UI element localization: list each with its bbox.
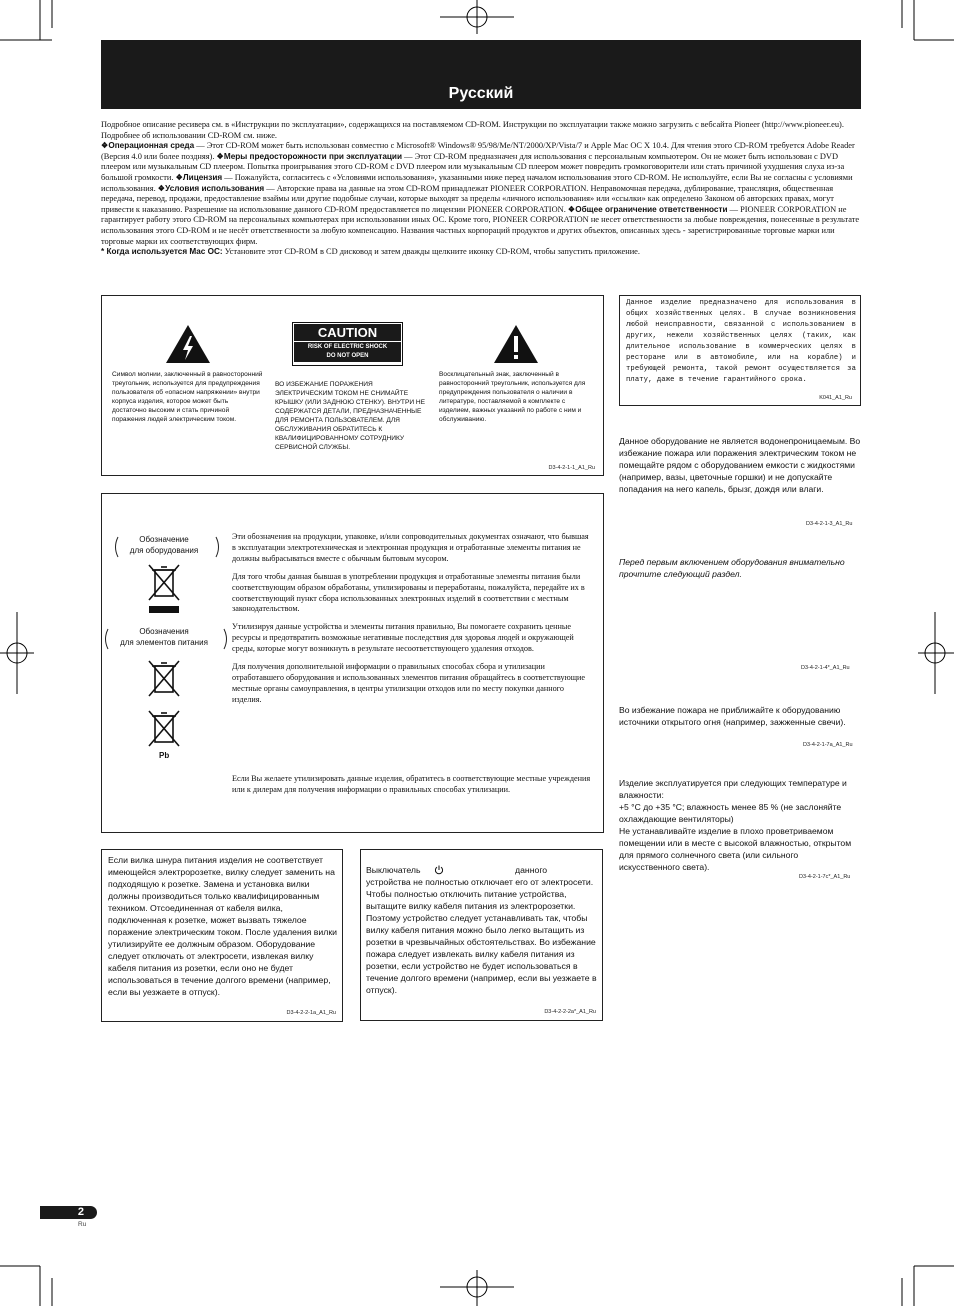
switch-first-line-end: данного [515,865,548,875]
equipment-label-line2: для оборудования [129,546,199,555]
environment-line1: Изделие эксплуатируется при следующих температуре и влажности: [619,778,847,800]
exclamation-warning-icon [493,324,539,364]
plug-notice [101,849,343,1022]
code-label: D3-4-2-1-4*_A1_Ru [801,665,850,671]
caution-instruction-text: ВО ИЗБЕЖАНИЕ ПОРАЖЕНИЯ ЭЛЕКТРИЧЕСКИМ ТОКОМ НЕ СНИМАЙТЕ КРЫШКУ (ИЛИ ЗАДНЮЮ СТЕНКУ). ВНУТРИ НЕ СОДЕРЖАТСЯ ДЕТАЛИ, ПРЕДНАЗНАЧЕННЫЕ ДЛЯ РЕМОНТА ПОЛЬЗОВАТЕЛЕМ. ДЛЯ ОБСЛУЖИВАНИЯ ОБРАТИТЕСЬ К КВАЛИФИЦИРОВАННОМУ СОТРУДНИКУ СЕРВИСНОЙ СЛУЖБЫ. [275,381,426,451]
domestic-use-text: Данное изделие предназначено для использования в общих хозяйственных целях. В случае возникновения любой неисправности, связанной с использованием в других, нежели хозяйственных целях (таких, как длительное использование в коммерческих целях в ресторане или в автомобиле, или на корабле) и требующей ремонта, такой ремонт осуществляется за плату, даже в течение гарантийного срока. [626,299,856,384]
domestic-use-notice [619,295,861,406]
page-number-badge [40,1206,97,1219]
caution-subtitle [294,342,401,362]
before-use-note: Перед первым включением оборудования внимательно прочтите следующий раздел. [619,557,845,579]
page-title: Русский [448,85,514,102]
environment-line2: +5 °C до +35 °C; влажность менее 85 % (не заслоняйте охлаждающие вентиляторы) [619,802,842,824]
intro-paragraph: Подробное описание ресивера см. в «Инструкции по эксплуатации», содержащихся на поставляемом CD-ROM. Инструкции по эксплуатации также можно загрузить с вебсайта Pioneer (http://www.pioneer.eu). Подробнее об использовании CD-ROM см. ниже. [101,120,844,140]
battery-pb-bin-icon [146,708,182,750]
lightning-symbol-text: Символ молнии, заключенный в равносторонний треугольник, используется для предупреждения пользователя об «опасном напряжении» внутри корпуса изделия, которое может быть достаточно высоким и стать причиной поражения людей электрическим током. [112,371,263,423]
plug-text: Если вилка шнура питания изделия не соответствует имеющейся электророзетке, вилку следует заменить на подходящую к розетке. Замена и установка вилки должны производиться только квалифицированным техником. Отсоединенная от кабеля вилка, подключенная к розетке, может вызвать тяжелое поражение электрическим током. После удаления вилки утилизируйте ее должным образом. Оборудование следует отключать от электросети, извлекая вилку кабеля питания из розетки, если оно не будет использоваться в течение долгого времени (например, если вы уезжаете в отпуск). [108,855,337,997]
caution-label [292,322,403,366]
code-label: D3-4-2-2-2a*_A1_Ru [544,1009,596,1015]
fire-warning: Во избежание пожара не приближайте к оборудованию источники открытого огня (например, зажженные свечи). [619,705,846,727]
standby-icon [434,865,444,875]
intro-details [101,141,861,247]
liability-text: — PIONEER CORPORATION не гарантирует работу этого CD-ROM на персональных компьютерах при использовании иных ОС. Кроме того, PIONEER CORPORATION не несет ответственности за любые повреждения, понесенные в результате использования этого CD-ROM и не несёт ответственности за любую компенсацию. Названия частных корпораций продуктов и других объектов, описанных здесь - зарегистрированные торговые марки или торговые марки их соответствующих фирм. [101,204,860,246]
language-code: Ru [78,1221,87,1228]
intro-section [101,120,861,258]
switch-text: устройства не полностью отключает его от электросети. Чтобы полностью отключить питание устройства, вытащите вилку кабеля питания из электророзетки. Поэтому устройство следует устанавливать так, чтобы вилку кабеля питания можно было легко вытащить из розетки в чрезвычайных обстоятельствах. Во избежание пожара следует извлекать вилку кабеля питания из розетки, если устройство не будет использоваться в течение долгого времени (например, если вы уезжаете в отпуск). [366,877,597,995]
disposal-paragraph: Для того чтобы данная бывшая в употреблении продукция и отработанные элементы питания были соответствующим образом обработаны, утилизированы и переработаны, пожалуйста, передайте их в соответствующий пункт сбора использованных электронных изделий в соответствии с местным законодательством. [232,571,585,614]
code-label: K041_A1_Ru [819,395,852,401]
disposal-paragraph: Если Вы желаете утилизировать данные изделия, обратитесь в соответствующие местные учреждения или к дилерам для получения информации о правильных способах утилизации. [232,774,591,794]
disposal-paragraph: Для получения дополнительной информации о правильных способах сбора и утилизации отработавшего оборудования и использованных элементов питания обращайтесь в соответствующие местные органы самоуправления, в центры утилизации отходов или по месту покупки данного изделия. [232,662,586,704]
caution-title: CAUTION [294,324,401,341]
precautions-heading: ❖Меры предосторожности при эксплуатации [216,151,402,161]
code-label: D3-4-2-1-7a_A1_Ru [803,742,853,748]
terms-heading: ❖Условия использования [157,183,265,193]
mac-text: Установите этот CD-ROM в CD дисковод и затем дважды щелкните иконку CD-ROM, чтобы запустить приложение. [222,247,640,257]
caution-subtitle-line2: DO NOT OPEN [326,352,369,359]
environment-line3: Не устанавливайте изделие в плохо проветриваемом помещении или в месте с высокой влажностью, открытом для прямого солнечного света (или сильного искусственного света). [619,826,852,872]
os-heading: ❖Операционная среда [101,141,195,151]
disposal-paragraph: Эти обозначения на продукции, упаковке, и/или сопроводительных документах означают, что бывшая в эксплуатации электротехническая и электронная продукция и отработанные элементы питания не должны выбрасываться вместе с обычным бытовым мусором. [232,532,589,563]
mac-heading: * Когда используется Mac OC: [101,247,223,257]
power-switch-notice [360,849,603,1021]
page-header [101,40,861,109]
disposal-paragraph: Утилизируя данные устройства и элементы питания правильно, Вы помогаете сохранить ценные ресурсы и предотвратить возможные негативные последствия для здоровья людей и окружающей среды, которые могут возникнуть в результате несоответствующего удаления отходов. [232,622,574,654]
license-heading: ❖Лицензия [175,172,223,182]
page-number: 2 [77,1206,84,1218]
battery-label-bracket [102,627,230,653]
code-label: D3-4-2-1-1_A1_Ru [548,465,595,471]
license-text: — Пожалуйста, согласитесь с «Условиями использования», указанными ниже перед началом использования этого CD-ROM. Не используйте, если Вы не согласны с условиями использования. [101,172,853,193]
disposal-text [232,532,594,713]
terms-text: — Авторские права на данные на этом CD-ROM принадлежат PIONEER CORPORATION. Неправомочная передача, дублирование, трансляция, общественная передача, перевод, продажи, предоставление взаймы или другие подобные случаи, которые выходят за пределы «личного использования» или «ссылки» как определено Законом об авторских правах, могут привести к наказанию. Разрешение на использование данного CD-ROM предоставляется по лицензии PIONEER CORPORATION. [101,183,834,214]
equipment-label-line1: Обозначение [139,535,189,544]
mac-note [101,247,861,258]
liability-heading: ❖Общее ограничение ответственности [567,204,728,214]
code-label: D3-4-2-2-1a_A1_Ru [286,1010,336,1016]
water-warning: Данное оборудование не является водонепроницаемым. Во избежание пожара или поражения электрическим током не помещайте рядом с оборудованием емкости с жидкостями (например, вазы, цветочные горшки) и не допускайте попадания на него капель, брызг, дождя или влаги. [619,436,861,494]
switch-word: Выключатель [366,865,421,875]
battery-bin-icon [146,658,182,700]
caution-subtitle-line1: RISK OF ELECTRIC SHOCK [307,344,388,350]
crossed-bin-icon [146,562,182,618]
os-text: — Этот CD-ROM может быть использован совместно с Microsoft® Windows® 95/98/Me/NT/2000/XP/Vista/7 и Apple Mac OC X 10.4. Для чтения этого CD-ROM требуется Adobe Reader (Версия 4.0 или более поздняя). [101,141,855,161]
lightning-warning-icon [165,324,211,364]
disposal-panel [101,493,604,833]
code-label: D3-4-2-1-7c*_A1_Ru [799,874,851,880]
exclamation-symbol-text: Восклицательный знак, заключенный в равносторонний треугольник, используется для предупреждения пользователя о наличии в литературе, поставляемой в комплекте с изделием, важных указаний по работе с ним и обслуживанию. [439,371,586,423]
power-switch-content [366,864,600,996]
switch-first-line [366,864,600,876]
equipment-label-bracket [112,535,222,561]
environment-note [619,777,861,873]
code-label: D3-4-2-1-3_A1_Ru [806,521,853,527]
battery-label-line1: Обозначения [139,627,189,636]
battery-label-line2: для элементов питания [120,638,208,647]
pb-label: Pb [159,751,170,760]
precautions-text: — Этот CD-ROM предназначен для использования с персональным компьютером. Он не может быть использован с DVD плеером или музыкальным CD плеером. Попытка проигрывания этого CD-ROM с DVD плеером или музыкальным CD плеером может повредить громкоговорители или стать причиной ухудшения слуха из-за большой громкости. [101,151,845,182]
